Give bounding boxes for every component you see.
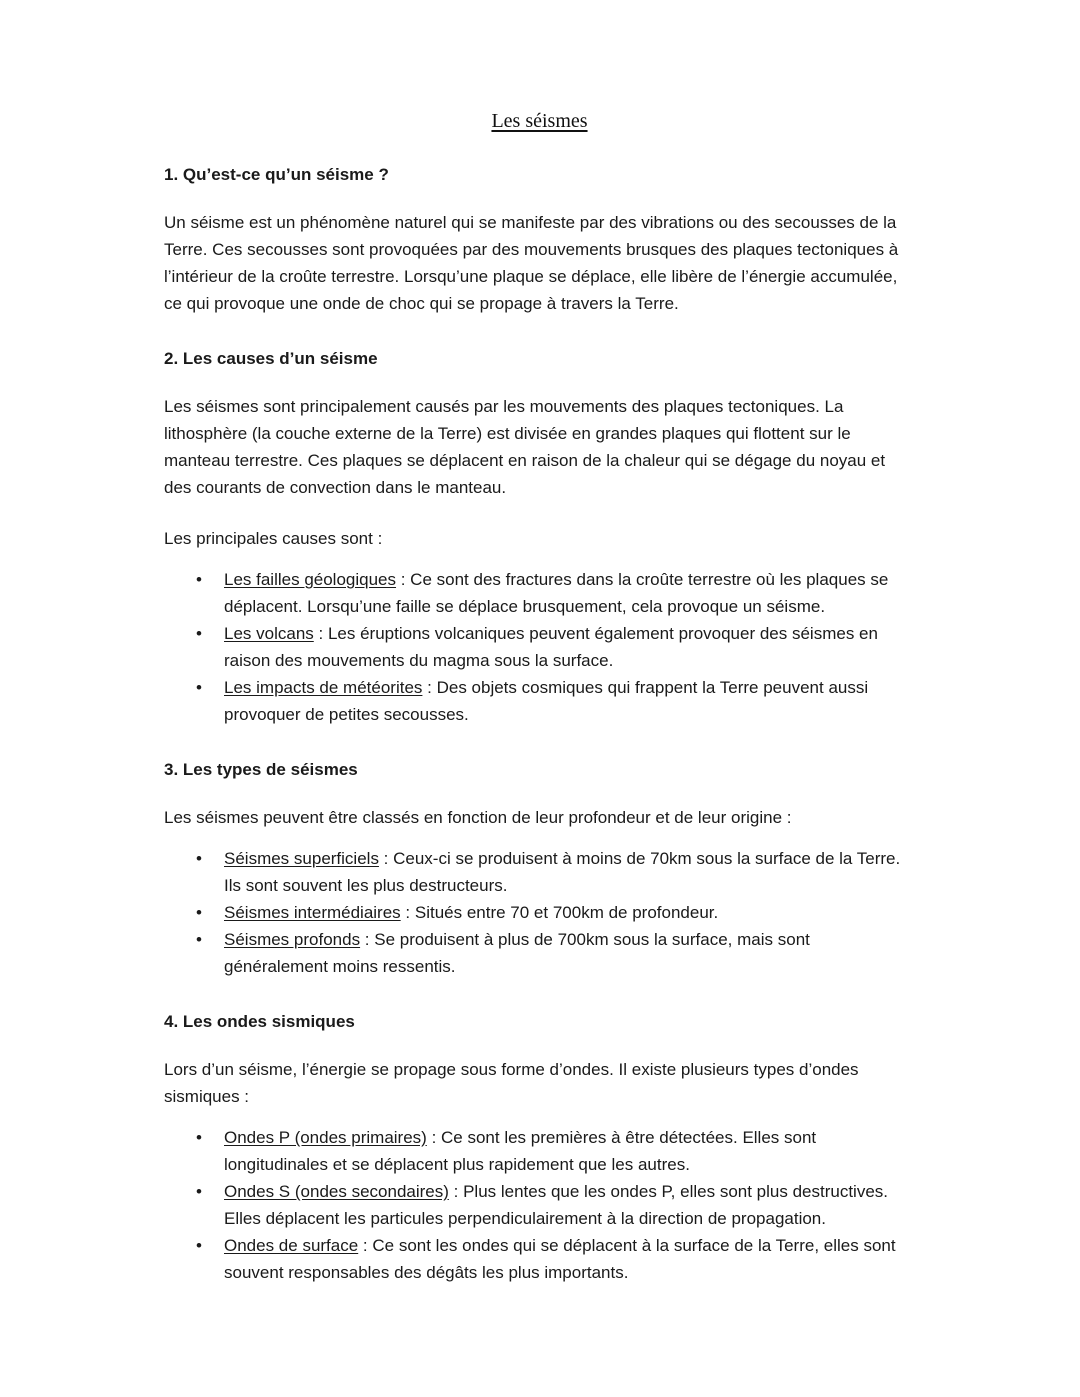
bullet-text: : Ce sont les premières à être détectées. Elles sont longitudinales et se déplacent plus rapidement que les autres. — [224, 1128, 817, 1174]
list-item — [196, 1124, 915, 1178]
bullet-text: : Situés entre 70 et 700km de profondeur. — [400, 903, 719, 922]
bullet-text: : Ceux-ci se produisent à moins de 70km sous la surface de la Terre. Ils sont souvent les plus destructeurs. — [224, 849, 901, 895]
bullet-icon: • — [196, 849, 202, 868]
bullet-term: Séismes profonds — [224, 930, 361, 949]
list-item — [196, 845, 915, 899]
paragraph: Un séisme est un phénomène naturel qui se manifeste par des vibrations ou des secousses de la Terre. Ces secousses sont provoquées par des mouvements brusques des plaques tectoniques à l’intérieur de la croûte terrestre. Lorsqu’une plaque se déplace, elle libère de l’énergie accumulée, ce qui provoque une onde de choc qui se propage à travers la Terre. — [164, 213, 899, 313]
document-title: Les séismes — [491, 110, 588, 132]
bullet-list — [164, 566, 915, 728]
bullet-text: : Des objets cosmiques qui frappent la Terre peuvent aussi provoquer de petites secousses. — [224, 678, 869, 724]
bullet-icon: • — [196, 903, 202, 922]
bullet-term: Ondes S (ondes secondaires) — [224, 1182, 449, 1201]
list-item — [196, 899, 915, 926]
paragraph: Les séismes sont principalement causés par les mouvements des plaques tectoniques. La lithosphère (la couche externe de la Terre) est divisée en grandes plaques qui flottent sur le manteau terrestre. Ces plaques se déplacent en raison de la chaleur qui se dégage du noyau et des courants de convection dans le manteau. — [164, 397, 886, 497]
bullet-text: : Se produisent à plus de 700km sous la surface, mais sont généralement moins ressentis. — [224, 930, 810, 976]
list-item — [196, 1232, 915, 1286]
section-heading: 4. Les ondes sismiques — [164, 1012, 355, 1031]
bullet-icon: • — [196, 570, 202, 589]
paragraph: Lors d’un séisme, l’énergie se propage sous forme d’ondes. Il existe plusieurs types d’ondes sismiques : — [164, 1060, 859, 1106]
section-causes — [164, 349, 915, 728]
list-item — [196, 926, 915, 980]
paragraph: Les principales causes sont : — [164, 529, 383, 548]
bullet-list — [164, 1124, 915, 1286]
bullet-term: Les failles géologiques — [224, 570, 397, 589]
section-heading: 3. Les types de séismes — [164, 760, 358, 779]
bullet-icon: • — [196, 930, 202, 949]
list-item — [196, 1178, 915, 1232]
bullet-icon: • — [196, 678, 202, 697]
bullet-icon: • — [196, 1128, 202, 1147]
list-item — [196, 620, 915, 674]
bullet-text: : Ce sont des fractures dans la croûte terrestre où les plaques se déplacent. Lorsqu’une faille se déplace brusquement, cela provoque un séisme. — [224, 570, 889, 616]
section-what-is-a-seisme — [164, 165, 915, 317]
bullet-icon: • — [196, 1236, 202, 1255]
bullet-term: Les volcans — [224, 624, 314, 643]
bullet-text: : Les éruptions volcaniques peuvent également provoquer des séismes en raison des mouvements du magma sous la surface. — [224, 624, 878, 670]
list-item — [196, 566, 915, 620]
bullet-icon: • — [196, 624, 202, 643]
bullet-term: Ondes P (ondes primaires) — [224, 1128, 427, 1147]
bullet-term: Séismes intermédiaires — [224, 903, 401, 922]
list-item — [196, 674, 915, 728]
section-heading: 1. Qu’est-ce qu’un séisme ? — [164, 165, 389, 184]
bullet-list — [164, 845, 915, 980]
bullet-text: : Plus lentes que les ondes P, elles sont plus destructives. Elles déplacent les particules perpendiculairement à la direction de propagation. — [224, 1182, 889, 1228]
section-ondes — [164, 1012, 915, 1286]
bullet-icon: • — [196, 1182, 202, 1201]
bullet-term: Les impacts de météorites — [224, 678, 423, 697]
section-types — [164, 760, 915, 980]
paragraph: Les séismes peuvent être classés en fonction de leur profondeur et de leur origine : — [164, 808, 792, 827]
bullet-term: Ondes de surface — [224, 1236, 359, 1255]
section-heading: 2. Les causes d’un séisme — [164, 349, 378, 368]
bullet-term: Séismes superficiels — [224, 849, 379, 868]
bullet-text: : Ce sont les ondes qui se déplacent à la surface de la Terre, elles sont souvent responsables des dégâts les plus importants. — [224, 1236, 896, 1282]
